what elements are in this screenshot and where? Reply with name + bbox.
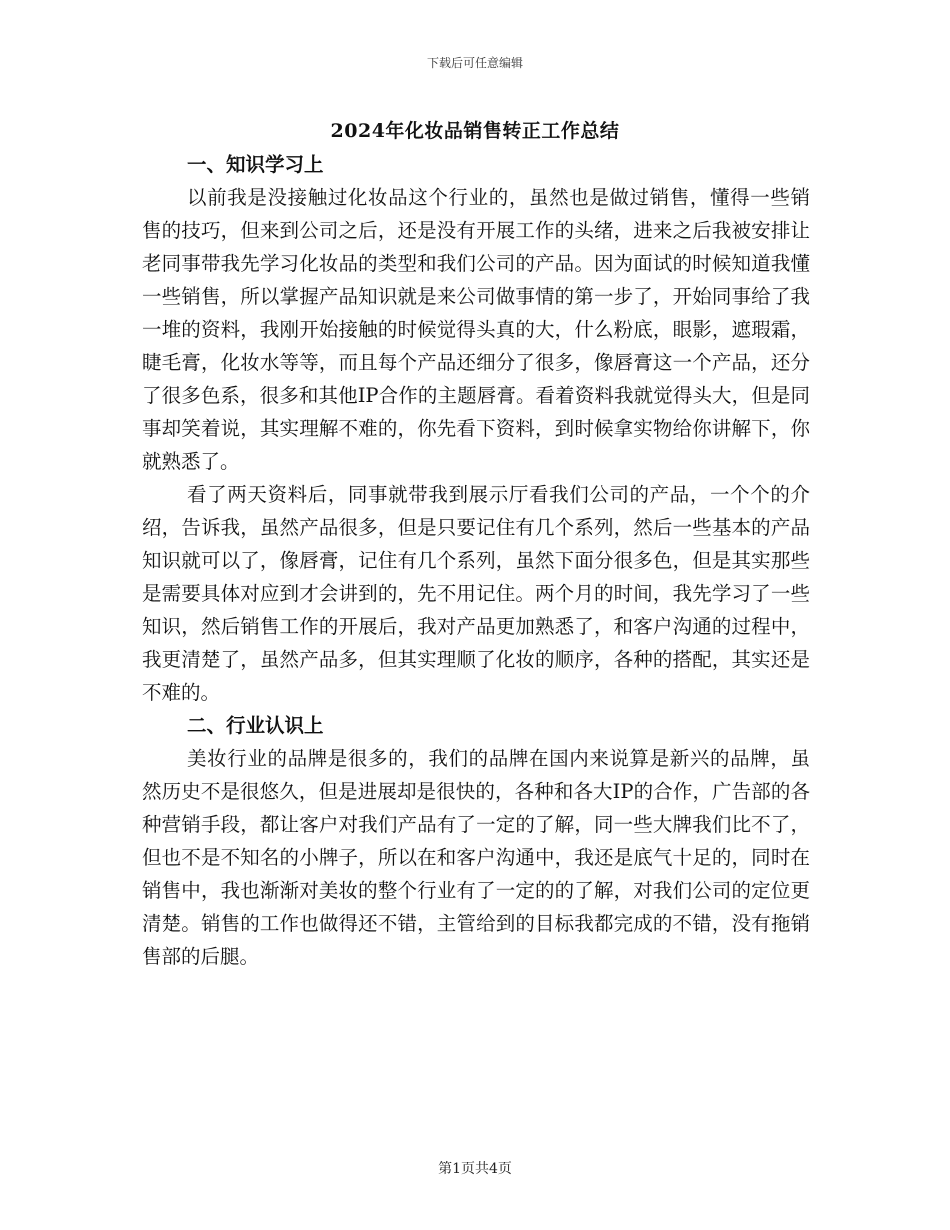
document-body — [142, 148, 810, 973]
section-heading: 二、行业认识上 — [187, 714, 324, 737]
body-paragraph: 美妆行业的品牌是很多的，我们的品牌在国内来说算是新兴的品牌，虽然历史不是很悠久，但是进展却是很快的，各种和各大IP的合作，广告部的各种营销手段，都让客户对我们产品有了一定的了解，同一些大牌我们比不了，但也不是不知名的小牌子，所以在和客户沟通中，我还是底气十足的，同时在销售中，我也渐渐对美妆的整个行业有了一定的的了解，对我们公司的定位更清楚。销售的工作也做得还不错，主管给到的目标我都完成的不错，没有拖销售部的后腿。 — [142, 747, 810, 968]
page-number: 第1页共4页 — [438, 1161, 512, 1177]
body-paragraph: 看了两天资料后，同事就带我到展示厅看我们公司的产品，一个个的介绍，告诉我，虽然产品很多，但是只要记住有几个系列，然后一些基本的产品知识就可以了，像唇膏，记住有几个系列，虽然下面分很多色，但是其实那些是需要具体对应到才会讲到的，先不用记住。两个月的时间，我先学习了一些知识，然后销售工作的开展后，我对产品更加熟悉了，和客户沟通的过程中，我更清楚了，虽然产品多，但其实理顺了化妆的顺序，各种的搭配，其实还是不难的。 — [142, 483, 810, 704]
document-title: 2024年化妆品销售转正工作总结 — [330, 120, 620, 142]
section-heading: 一、知识学习上 — [187, 153, 324, 176]
body-paragraph: 以前我是没接触过化妆品这个行业的，虽然也是做过销售，懂得一些销售的技巧，但来到公司之后，还是没有开展工作的头绪，进来之后我被安排让老同事带我先学习化妆品的类型和我们公司的产品。因为面试的时候知道我懂一些销售，所以掌握产品知识就是来公司做事情的第一步了，开始同事给了我一堆的资料，我刚开始接触的时候觉得头真的大，什么粉底，眼影，遮瑕霜，睫毛膏，化妆水等等，而且每个产品还细分了很多，像唇膏这一个产品，还分了很多色系，很多和其他IP合作的主题唇膏。看着资料我就觉得头大，但是同事却笑着说，其实理解不难的，你先看下资料，到时候拿实物给你讲解下，你就熟悉了。 — [142, 186, 810, 473]
header-note: 下载后可任意编辑 — [426, 56, 523, 70]
